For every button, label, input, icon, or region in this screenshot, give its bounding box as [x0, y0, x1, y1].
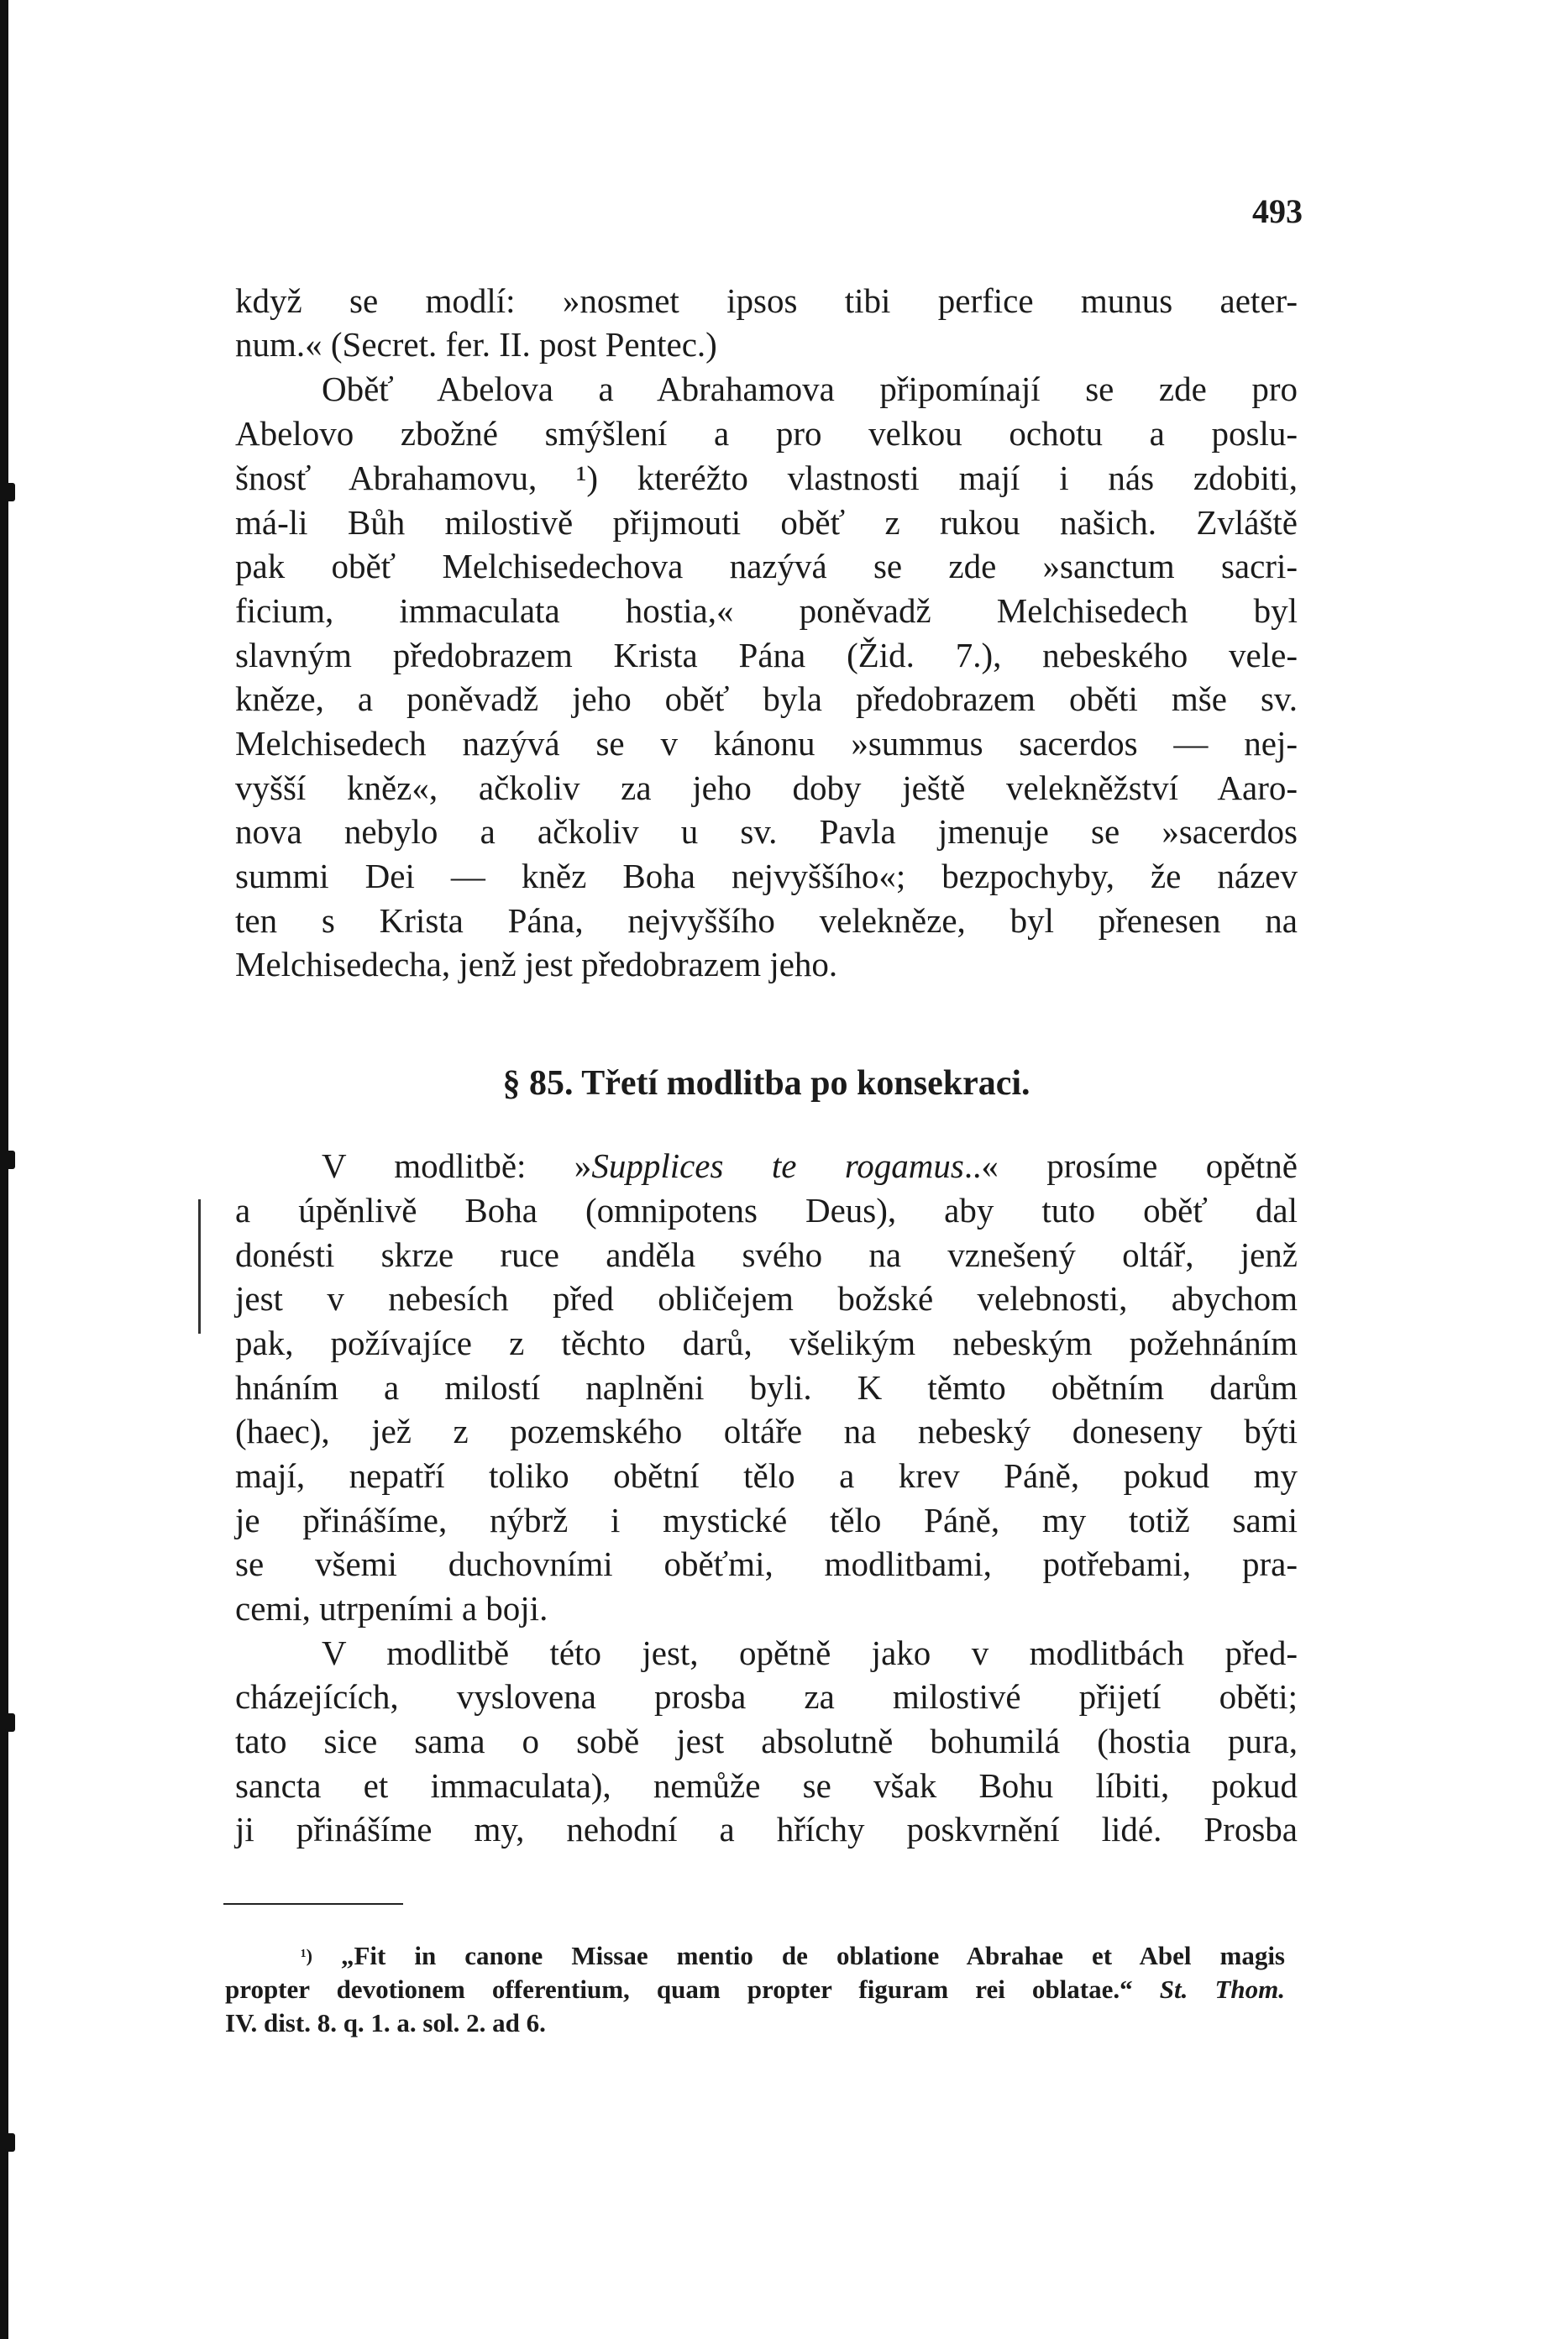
text-line: num.« (Secret. fer. II. post Pentec.) — [235, 325, 717, 364]
text-line: mají, nepatří toliko obětní tělo a krev Páně, pokud my — [235, 1456, 1298, 1495]
text-line: slavným předobrazem Krista Pána (Žid. 7.), nebeského vele- — [235, 636, 1298, 674]
text-line: a úpěnlivě Boha (omnipotens Deus), aby tuto oběť dal — [235, 1191, 1298, 1230]
text-line: nova nebylo a ačkoliv u sv. Pavla jmenuje se »sacerdos — [235, 812, 1298, 851]
footnote-marker: ¹) — [301, 1945, 312, 1966]
text-span: ..« prosíme opětně — [963, 1146, 1298, 1185]
text-line: Oběť Abelova a Abrahamova připomínají se zde pro — [322, 370, 1298, 408]
footnote-line: IV. dist. 8. q. 1. a. sol. 2. ad 6. — [225, 2008, 546, 2037]
text-line: když se modlí: »nosmet ipsos tibi perfice munus aeter- — [235, 281, 1298, 320]
text-line: cházejících, vyslovena prosba za milostivé přijetí oběti; — [235, 1677, 1298, 1716]
footnote-citation: St. Thom. — [1159, 1975, 1285, 2004]
text-line: ten s Krista Pána, nejvyššího velekněze, byl přenesen na — [235, 901, 1298, 940]
footnote-line — [225, 1973, 1285, 2006]
text-line: Melchisedecha, jenž jest předobrazem jeho. — [235, 945, 838, 983]
text-line: má-li Bůh milostivě přijmouti oběť z rukou našich. Zvláště — [235, 503, 1298, 542]
edge-tab-mark — [5, 1151, 15, 1169]
section-heading: § 85. Třetí modlitba po konsekraci. — [502, 1064, 1030, 1103]
text-line: ficium, immaculata hostia,« poněvadž Melchisedech byl — [235, 591, 1298, 630]
footnote-text: „Fit in canone Missae mentio de oblatione Abrahae et Abel magis — [340, 1941, 1285, 1970]
edge-tab-mark — [5, 2133, 15, 2152]
footnote-text: propter devotionem offerentium, quam propter figuram rei oblatae.“ — [225, 1975, 1133, 2004]
text-line: summi Dei — kněz Boha nejvyššího«; bezpochyby, že název — [235, 857, 1298, 895]
text-line: pak oběť Melchisedechova nazývá se zde »sanctum sacri- — [235, 547, 1298, 585]
text-line: pak, požívajíce z těchto darů, všelikým nebeským požehnáním — [235, 1324, 1298, 1362]
text-line: šnosť Abrahamovu, ¹) kteréžto vlastnosti mají i nás zdobiti, — [235, 459, 1298, 497]
text-line: se všemi duchovními oběťmi, modlitbami, potřebami, pra- — [235, 1544, 1298, 1583]
footnote-separator — [223, 1903, 403, 1905]
text-line: je přinášíme, nýbrž i mystické tělo Páně, my totiž sami — [235, 1501, 1298, 1539]
footnote-line — [301, 1939, 1285, 1973]
text-line: cemi, utrpeními a boji. — [235, 1589, 548, 1628]
text-line: ji přinášíme my, nehodní a hříchy poskvrnění lidé. Prosba — [235, 1810, 1298, 1849]
text-line: sancta et immaculata), nemůže se však Bohu líbiti, pokud — [235, 1766, 1298, 1805]
page-number: 493 — [1252, 192, 1303, 230]
text-line: Abelovo zbožné smýšlení a pro velkou ochotu a poslu- — [235, 414, 1298, 453]
text-line: Melchisedech nazývá se v kánonu »summus sacerdos — nej- — [235, 724, 1298, 763]
margin-pencil-line — [198, 1199, 201, 1334]
text-line: kněze, a poněvadž jeho oběť byla předobrazem oběti mše sv. — [235, 679, 1298, 718]
edge-tab-mark — [5, 483, 15, 501]
text-line: V modlitbě této jest, opětně jako v modlitbách před- — [322, 1634, 1298, 1672]
text-line: hnáním a milostí naplněni byli. K těmto obětním darům — [235, 1368, 1298, 1407]
text-line: jest v nebesích před obličejem božské velebnosti, abychom — [235, 1279, 1298, 1318]
edge-tab-mark — [5, 1713, 15, 1732]
text-line-with-italic — [322, 1144, 1298, 1188]
text-line: (haec), jež z pozemského oltáře na nebeský doneseny býti — [235, 1412, 1298, 1450]
text-line: vyšší kněz«, ačkoliv za jeho doby ještě velekněžství Aaro- — [235, 768, 1298, 807]
text-line: tato sice sama o sobě jest absolutně bohumilá (hostia pura, — [235, 1722, 1298, 1760]
text-span: V modlitbě: » — [322, 1146, 592, 1185]
italic-prayer-title: Supplices te rogamus — [591, 1146, 964, 1185]
text-line: donésti skrze ruce anděla svého na vznešený oltář, jenž — [235, 1235, 1298, 1274]
page-edge-border — [0, 0, 8, 2339]
